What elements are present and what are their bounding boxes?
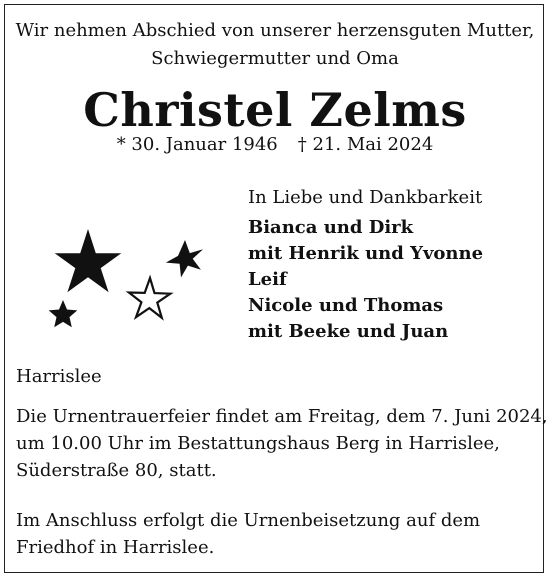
medium-star-icon (166, 240, 203, 277)
stars-decoration (40, 220, 220, 340)
mourner-line: Bianca und Dirk (248, 217, 414, 238)
mourners-list (248, 215, 483, 345)
mourner-line: mit Beeke und Juan (248, 321, 449, 342)
mourner-line: Nicole und Thomas (248, 295, 444, 316)
deceased-name: Christel Zelms (83, 83, 467, 137)
burial-paragraph (16, 507, 536, 561)
mourner-line: mit Henrik und Yvonne (248, 243, 484, 264)
life-dates (0, 132, 550, 158)
intro-line-2: Schwiegermutter und Oma (151, 48, 399, 69)
burial-line: Im Anschluss erfolgt die Urnenbeisetzung auf dem (16, 510, 481, 531)
mourners-intro: In Liebe und Dankbarkeit (248, 187, 483, 208)
small-star-icon (49, 300, 78, 327)
burial-line: Friedhof in Harrislee. (16, 537, 215, 558)
mourner-line: Leif (248, 269, 287, 290)
birth-date: * 30. Januar 1946 (116, 134, 278, 155)
large-star-icon (55, 229, 122, 292)
funeral-line: Die Urnentrauerfeier findet am Freitag, dem 7. Juni 2024, (16, 406, 548, 427)
funeral-line: Süderstraße 80, statt. (16, 460, 217, 481)
intro-line-1: Wir nehmen Abschied von unserer herzensguten Mutter, (15, 20, 535, 41)
funeral-paragraph (16, 403, 548, 484)
outline-star-icon (129, 278, 170, 318)
death-date: † 21. Mai 2024 (297, 134, 434, 155)
funeral-line: um 10.00 Uhr im Bestattungshaus Berg in Harrislee, (16, 433, 500, 454)
place: Harrislee (16, 366, 102, 387)
